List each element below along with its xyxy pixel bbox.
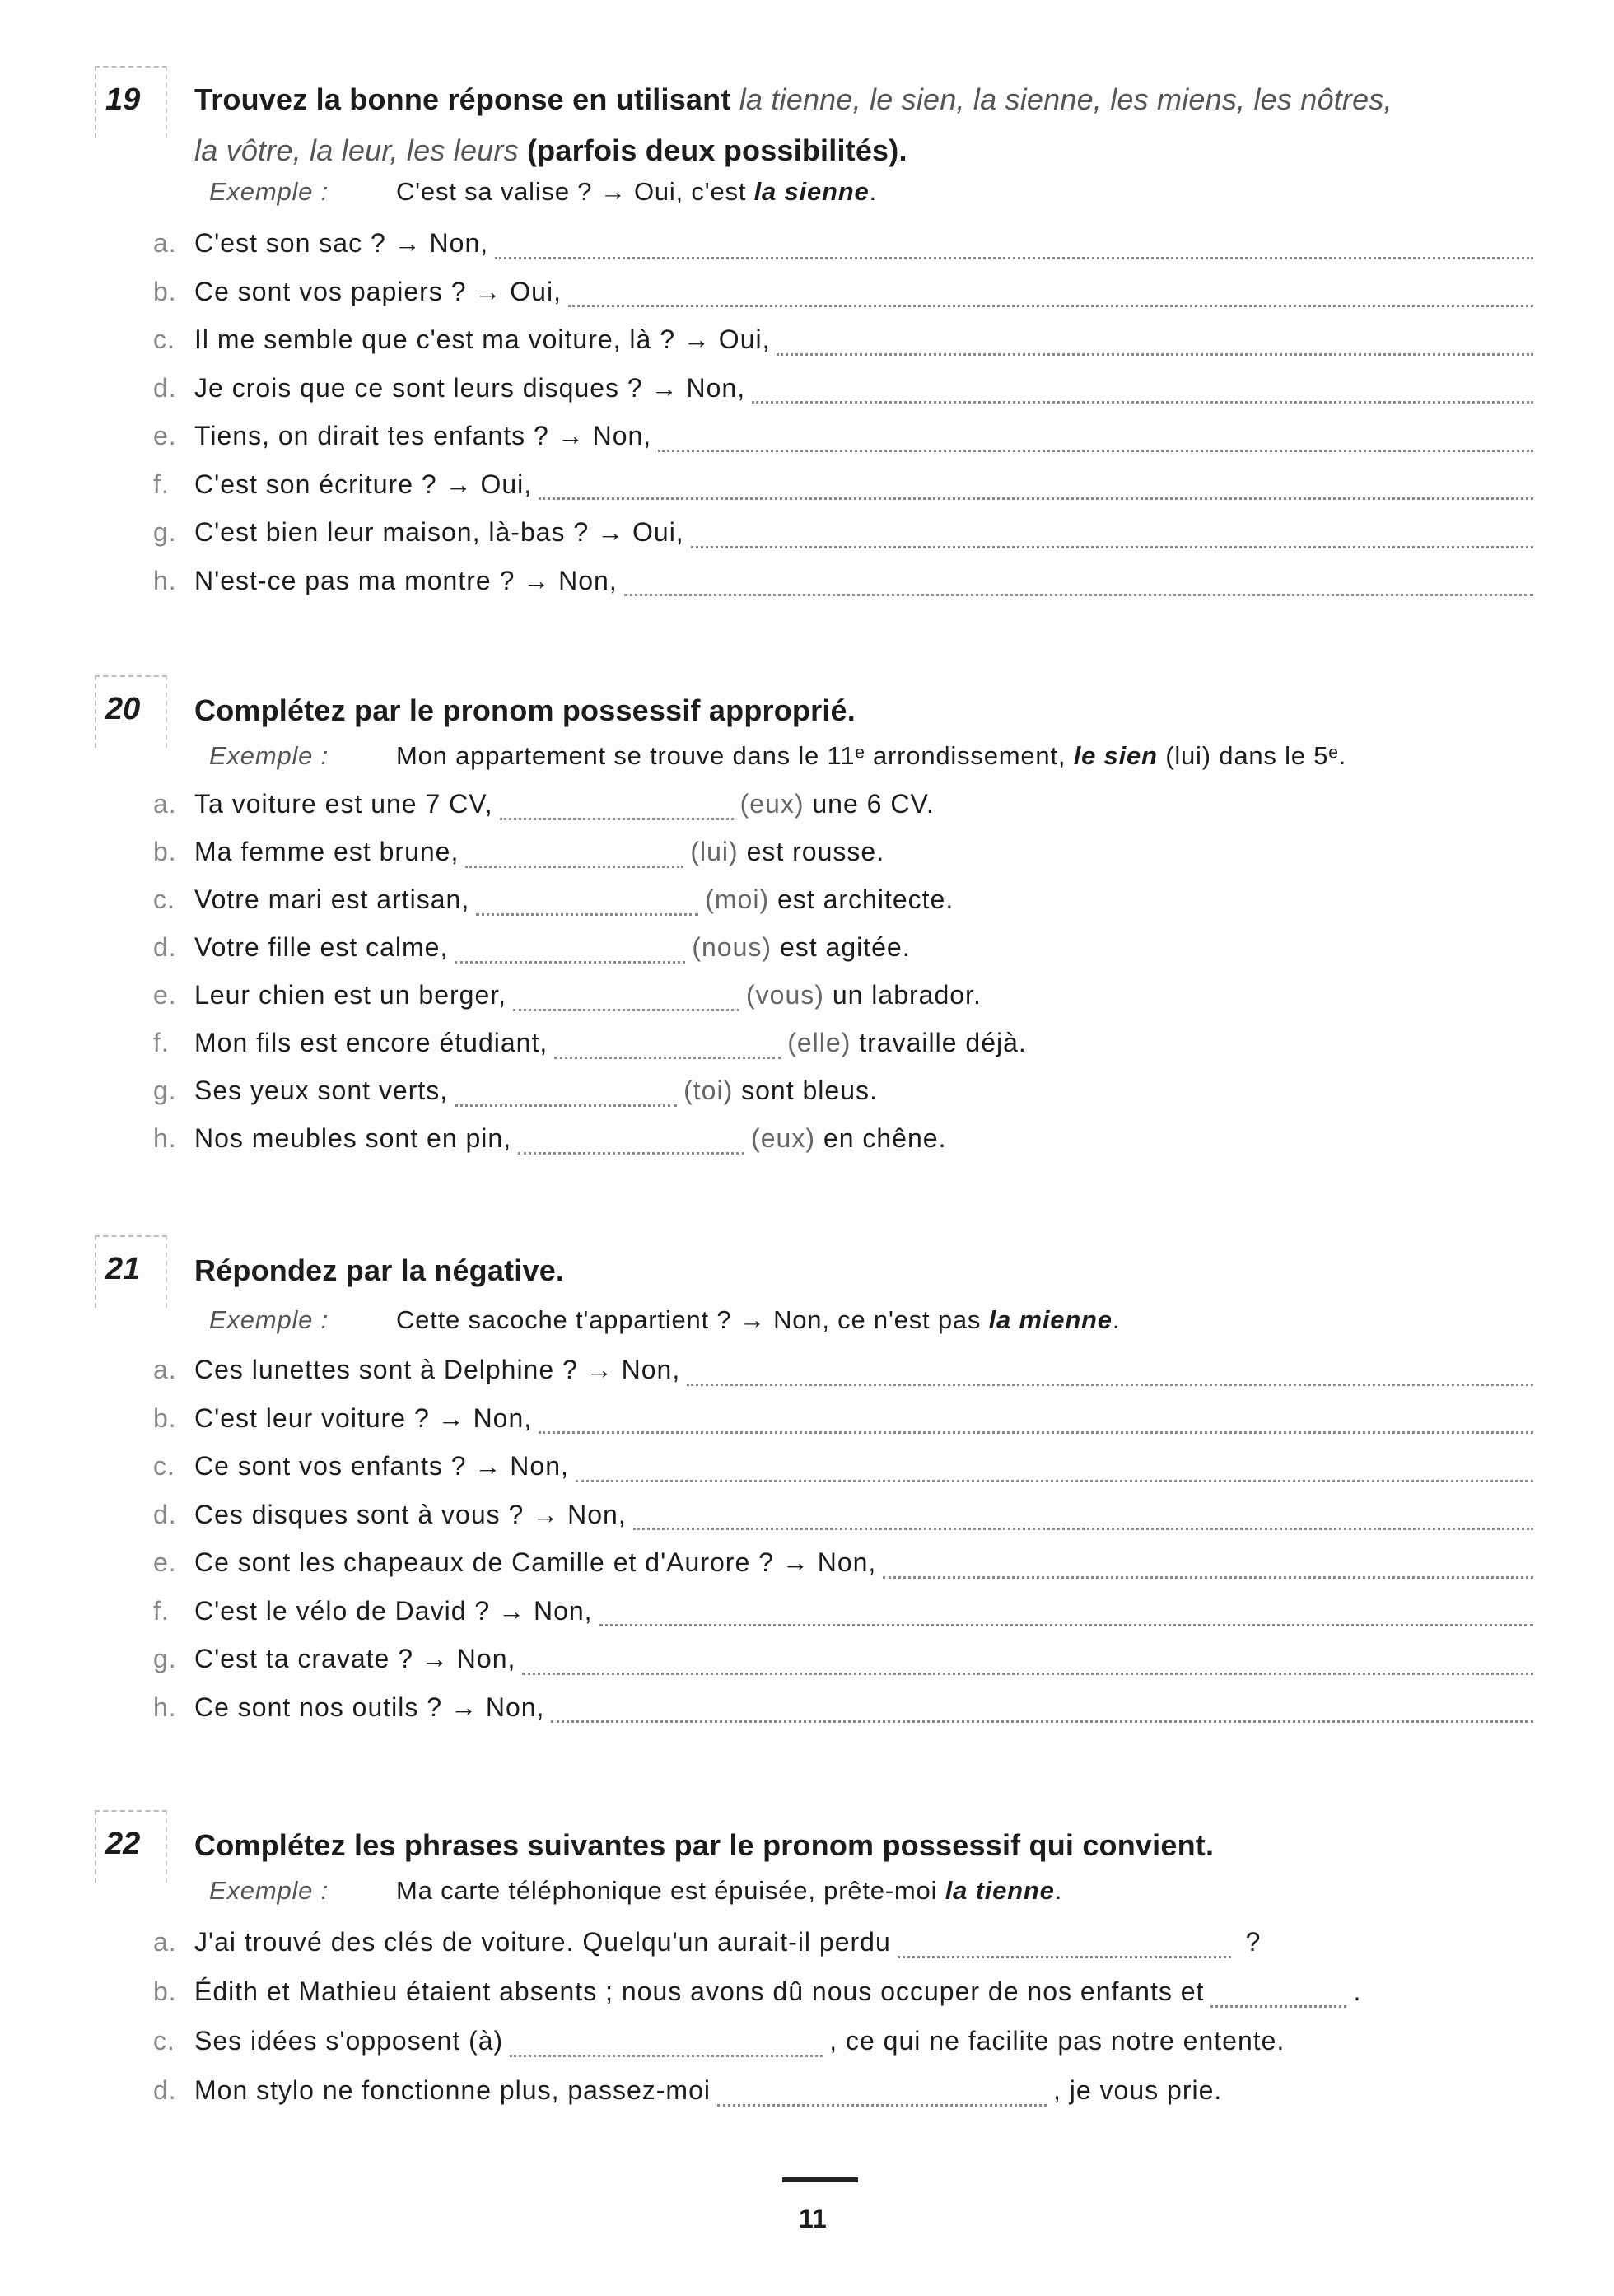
page-number: 11: [799, 2204, 827, 2233]
item-letter: c.: [153, 2026, 175, 2056]
exercise-item: [153, 277, 1540, 316]
item-hint: (nous): [692, 932, 772, 962]
item-prompt: Je crois que ce sont leurs disques ? → Non,: [194, 372, 746, 403]
item-letter: c.: [153, 1451, 175, 1481]
item-letter: h.: [153, 1692, 177, 1722]
exercise-item: [153, 1547, 1540, 1587]
answer-blank[interactable]: [500, 818, 734, 820]
item-suffix: travaille déjà.: [851, 1028, 1027, 1057]
answer-blank[interactable]: [898, 1956, 1231, 1958]
example-label: Exemple :: [209, 177, 329, 206]
exercise-item: [153, 1076, 1540, 1115]
example-text-end: .: [1054, 1876, 1063, 1905]
example-answer: la sienne: [753, 177, 870, 206]
item-suffix: est architecte.: [769, 884, 954, 914]
item-prompt: Leur chien est un berger,: [194, 980, 507, 1010]
item-letter: d.: [153, 932, 177, 962]
exercise-number: 21: [105, 1252, 141, 1286]
answer-blank[interactable]: [465, 866, 683, 868]
item-letter: d.: [153, 1499, 177, 1529]
exercise-item: [153, 373, 1540, 413]
exercise-item: [153, 1355, 1540, 1394]
exercise-item: [153, 469, 1540, 509]
item-suffix: , ce qui ne facilite pas notre entente.: [829, 2026, 1285, 2056]
item-letter: e.: [153, 1547, 177, 1577]
item-letter: b.: [153, 837, 177, 866]
item-prompt: Ma femme est brune,: [194, 837, 459, 866]
item-prompt: Ce sont les chapeaux de Camille et d'Aurore ? → Non,: [194, 1547, 877, 1577]
answer-blank[interactable]: [883, 1576, 1533, 1579]
item-prompt: Ses yeux sont verts,: [194, 1076, 449, 1105]
item-letter: a.: [153, 1355, 177, 1384]
exercise-item: [153, 789, 1540, 828]
exercise-item: [153, 2075, 1540, 2115]
item-hint: (moi): [705, 884, 770, 914]
answer-blank[interactable]: [777, 353, 1533, 356]
item-prompt: N'est-ce pas ma montre ? → Non,: [194, 565, 618, 595]
item-prompt: Mon fils est encore étudiant,: [194, 1028, 548, 1057]
exercise-item: [153, 932, 1540, 972]
example-answer: le sien: [1073, 741, 1158, 770]
exercise-item: [153, 1123, 1540, 1163]
example-label: Exemple :: [209, 1305, 329, 1334]
item-letter: c.: [153, 884, 175, 914]
example-text: Ma carte téléphonique est épuisée, prête-moi: [396, 1876, 945, 1905]
item-prompt: J'ai trouvé des clés de voiture. Quelqu'un aurait-il perdu: [194, 1927, 891, 1957]
item-prompt: Ces lunettes sont à Delphine ? → Non,: [194, 1355, 681, 1384]
exercise-number: 19: [105, 82, 141, 117]
answer-blank[interactable]: [1210, 2005, 1346, 2008]
example-text: C'est sa valise ? → Oui, c'est: [396, 177, 754, 206]
item-prompt: Ta voiture est une 7 CV,: [194, 789, 493, 819]
exercise-number: 22: [105, 1827, 141, 1861]
example-answer: la mienne: [988, 1305, 1113, 1334]
example-answer: la tienne: [945, 1876, 1055, 1905]
item-suffix: est agitée.: [772, 932, 911, 962]
instruction-text: Complétez les phrases suivantes par le pronom possessif qui convient.: [194, 1828, 1215, 1862]
answer-blank[interactable]: [658, 450, 1533, 452]
item-hint: (elle): [787, 1028, 851, 1057]
example-line: [209, 741, 1614, 781]
answer-blank[interactable]: [539, 497, 1533, 500]
item-letter: g.: [153, 517, 177, 547]
answer-blank[interactable]: [455, 1104, 677, 1107]
answer-blank[interactable]: [513, 1009, 739, 1011]
item-letter: f.: [153, 1028, 170, 1057]
exercise-instruction: [194, 1828, 1614, 1868]
item-prompt: Nos meubles sont en pin,: [194, 1123, 512, 1153]
exercise-item: [153, 1596, 1540, 1636]
answer-blank[interactable]: [510, 2055, 823, 2057]
example-label: Exemple :: [209, 1876, 329, 1905]
item-prompt: C'est son écriture ? → Oui,: [194, 469, 533, 499]
answer-blank[interactable]: [476, 913, 698, 916]
example-text-end: .: [869, 177, 877, 206]
exercise-item: [153, 980, 1540, 1020]
item-prompt: C'est ta cravate ? → Non,: [194, 1644, 516, 1673]
exercise-item: [153, 1644, 1540, 1683]
answer-blank[interactable]: [551, 1720, 1533, 1723]
instruction-text: (parfois deux possibilités).: [518, 133, 907, 167]
item-prompt: Ces disques sont à vous ? → Non,: [194, 1499, 627, 1529]
answer-blank[interactable]: [717, 2104, 1047, 2107]
exercise-instruction: [194, 1253, 1614, 1293]
item-suffix: sont bleus.: [733, 1076, 878, 1105]
exercise-item: [153, 1976, 1540, 2016]
item-letter: a.: [153, 789, 177, 819]
answer-blank[interactable]: [752, 401, 1533, 404]
instruction-text: Trouvez la bonne réponse en utilisant: [194, 82, 739, 116]
answer-blank[interactable]: [554, 1057, 781, 1059]
example-line: [209, 1305, 1614, 1345]
item-hint: (eux): [739, 789, 805, 819]
answer-blank[interactable]: [576, 1480, 1533, 1482]
exercise-number: 20: [105, 692, 141, 726]
item-suffix: en chêne.: [815, 1123, 947, 1153]
item-letter: a.: [153, 228, 177, 258]
example-text-end: (lui) dans le 5ᵉ.: [1157, 741, 1347, 770]
item-letter: h.: [153, 1123, 177, 1153]
answer-blank[interactable]: [522, 1673, 1533, 1675]
item-letter: d.: [153, 372, 177, 403]
exercise-item: [153, 1500, 1540, 1539]
item-hint: (eux): [751, 1123, 815, 1153]
item-prompt: Ses idées s'opposent (à): [194, 2026, 504, 2056]
item-prompt: Il me semble que c'est ma voiture, là ? → Oui,: [194, 324, 771, 354]
exercise-item: [153, 1927, 1540, 1967]
item-prompt: C'est leur voiture ? → Non,: [194, 1402, 533, 1433]
item-letter: a.: [153, 1927, 177, 1957]
answer-blank[interactable]: [599, 1624, 1533, 1626]
item-letter: b.: [153, 1402, 177, 1433]
item-letter: b.: [153, 1976, 177, 2006]
item-suffix: ?: [1237, 1927, 1262, 1957]
item-prompt: C'est son sac ? → Non,: [194, 228, 489, 258]
exercise-item: [153, 884, 1540, 924]
item-letter: e.: [153, 980, 177, 1010]
exercise-item: [153, 1028, 1540, 1067]
exercise-item: [153, 837, 1540, 876]
answer-blank[interactable]: [633, 1528, 1533, 1530]
item-prompt: Édith et Mathieu étaient absents ; nous avons dû nous occuper de nos enfants et: [194, 1976, 1205, 2006]
exercise-item: [153, 566, 1540, 605]
item-prompt: Votre mari est artisan,: [194, 884, 470, 914]
item-letter: c.: [153, 324, 175, 354]
item-hint: (vous): [746, 980, 824, 1010]
exercise-item: [153, 324, 1540, 364]
example-text-end: .: [1112, 1305, 1121, 1334]
exercise-item: [153, 1403, 1540, 1443]
answer-blank[interactable]: [495, 257, 1533, 259]
item-letter: b.: [153, 276, 177, 306]
instruction-text: Répondez par la négative.: [194, 1253, 565, 1287]
answer-blank[interactable]: [687, 1384, 1533, 1386]
item-suffix: un labrador.: [823, 980, 982, 1010]
example-line: [209, 177, 1614, 217]
exercise-instruction: [194, 82, 1614, 122]
item-letter: g.: [153, 1076, 177, 1105]
answer-blank[interactable]: [568, 305, 1533, 307]
answer-blank[interactable]: [518, 1152, 744, 1155]
example-line: [209, 1876, 1614, 1916]
item-suffix: , je vous prie.: [1052, 2075, 1223, 2105]
item-hint: (toi): [683, 1076, 734, 1105]
exercise-instruction: [194, 133, 1614, 173]
example-text: Cette sacoche t'appartient ? → Non, ce n'est pas: [396, 1305, 989, 1334]
exercise-instruction: [194, 693, 1614, 733]
pronoun-list: la vôtre, la leur, les leurs: [194, 133, 519, 167]
exercise-item: [153, 1451, 1540, 1491]
item-prompt: Ce sont vos enfants ? → Non,: [194, 1451, 569, 1481]
item-prompt: Mon stylo ne fonctionne plus, passez-moi: [194, 2075, 711, 2105]
exercise-item: [153, 1692, 1540, 1732]
item-prompt: Tiens, on dirait tes enfants ? → Non,: [194, 421, 652, 450]
item-suffix: .: [1353, 1976, 1362, 2006]
item-suffix: est rousse.: [738, 837, 885, 866]
page-number-rule: [782, 2177, 858, 2182]
exercise-item: [153, 2026, 1540, 2065]
item-prompt: C'est le vélo de David ? → Non,: [194, 1595, 593, 1626]
answer-blank[interactable]: [539, 1431, 1533, 1434]
item-prompt: Ce sont vos papiers ? → Oui,: [194, 276, 562, 306]
exercise-item: [153, 421, 1540, 460]
example-text: Mon appartement se trouve dans le 11ᵉ arrondissement,: [396, 741, 1074, 770]
answer-blank[interactable]: [691, 546, 1533, 548]
item-letter: f.: [153, 469, 170, 499]
exercise-item: [153, 517, 1540, 557]
pronoun-list: la tienne, le sien, la sienne, les miens, les nôtres,: [739, 82, 1392, 116]
item-suffix: une 6 CV.: [804, 789, 935, 819]
item-letter: e.: [153, 421, 177, 450]
instruction-text: Complétez par le pronom possessif approprié.: [194, 693, 856, 727]
item-letter: f.: [153, 1595, 170, 1626]
answer-blank[interactable]: [624, 594, 1533, 596]
item-letter: d.: [153, 2075, 177, 2105]
item-prompt: Votre fille est calme,: [194, 932, 449, 962]
answer-blank[interactable]: [455, 961, 685, 964]
item-letter: h.: [153, 565, 177, 595]
exercise-item: [153, 228, 1540, 268]
item-hint: (lui): [690, 837, 739, 866]
item-prompt: Ce sont nos outils ? → Non,: [194, 1692, 545, 1722]
item-letter: g.: [153, 1644, 177, 1673]
example-label: Exemple :: [209, 741, 329, 770]
item-prompt: C'est bien leur maison, là-bas ? → Oui,: [194, 517, 684, 547]
